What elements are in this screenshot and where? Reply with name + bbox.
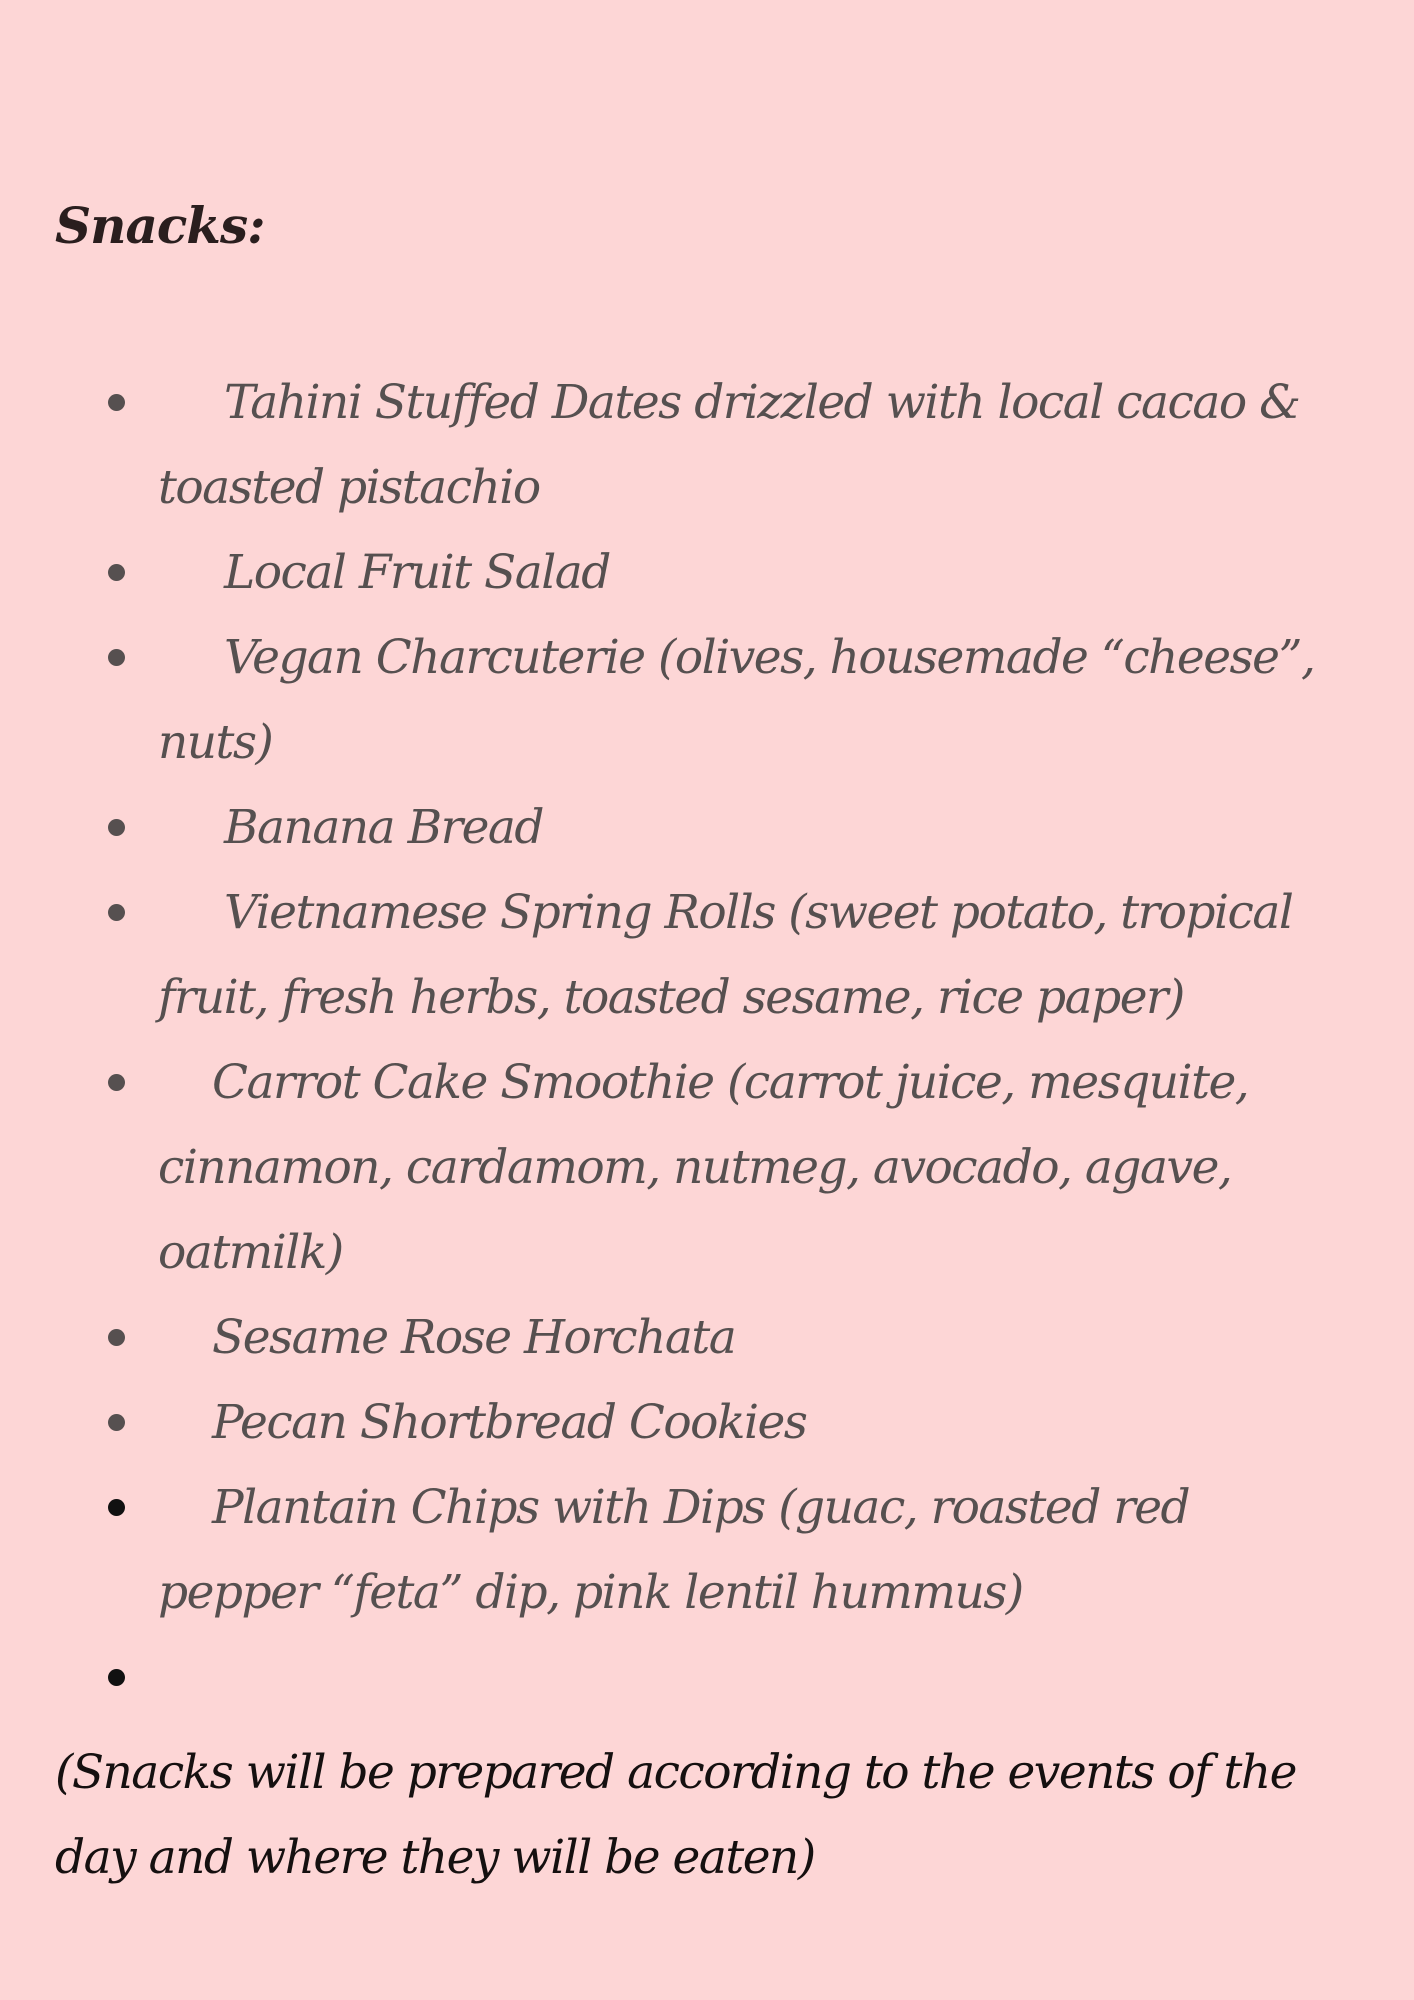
list-item [100, 870, 1350, 1040]
bullet-icon [108, 1329, 125, 1346]
bullet-icon [108, 819, 125, 836]
list-item-label: Pecan Shortbread Cookies [212, 1395, 807, 1450]
bullet-icon [108, 1669, 125, 1686]
list-item [100, 615, 1350, 785]
list-item-label: Vegan Charcuterie (olives, housemade “cheese”, nuts) [158, 630, 1315, 770]
bullet-icon [108, 1499, 125, 1516]
snack-list [100, 360, 1350, 1720]
bullet-icon [108, 1414, 125, 1431]
empty-list-item [100, 1635, 1350, 1720]
list-item [100, 785, 1350, 870]
list-item [100, 530, 1350, 615]
section-heading: Snacks: [55, 196, 265, 255]
bullet-icon [108, 564, 125, 581]
bullet-icon [108, 1074, 125, 1091]
list-item-label: Tahini Stuffed Dates drizzled with local cacao & toasted pistachio [158, 375, 1300, 515]
list-item [100, 1380, 1350, 1465]
list-item-label: Vietnamese Spring Rolls (sweet potato, tropical fruit, fresh herbs, toasted sesame, rice paper) [158, 885, 1293, 1025]
list-item [100, 360, 1350, 530]
list-item [100, 1040, 1350, 1295]
bullet-icon [108, 649, 125, 666]
footnote: (Snacks will be prepared according to the events of the day and where they will be eaten) [55, 1745, 1296, 1885]
list-item-label: Sesame Rose Horchata [212, 1310, 736, 1365]
bullet-icon [108, 904, 125, 921]
list-item-label: Banana Bread [224, 800, 544, 855]
list-item-label: Carrot Cake Smoothie (carrot juice, mesquite, cinnamon, cardamom, nutmeg, avocado, agave, oatmilk) [158, 1055, 1249, 1280]
list-item [100, 1465, 1350, 1635]
list-item-label: Local Fruit Salad [224, 545, 610, 600]
list-item [100, 1295, 1350, 1380]
list-item-label: Plantain Chips with Dips (guac, roasted red pepper “feta” dip, pink lentil hummus) [158, 1480, 1190, 1620]
bullet-icon [108, 394, 125, 411]
